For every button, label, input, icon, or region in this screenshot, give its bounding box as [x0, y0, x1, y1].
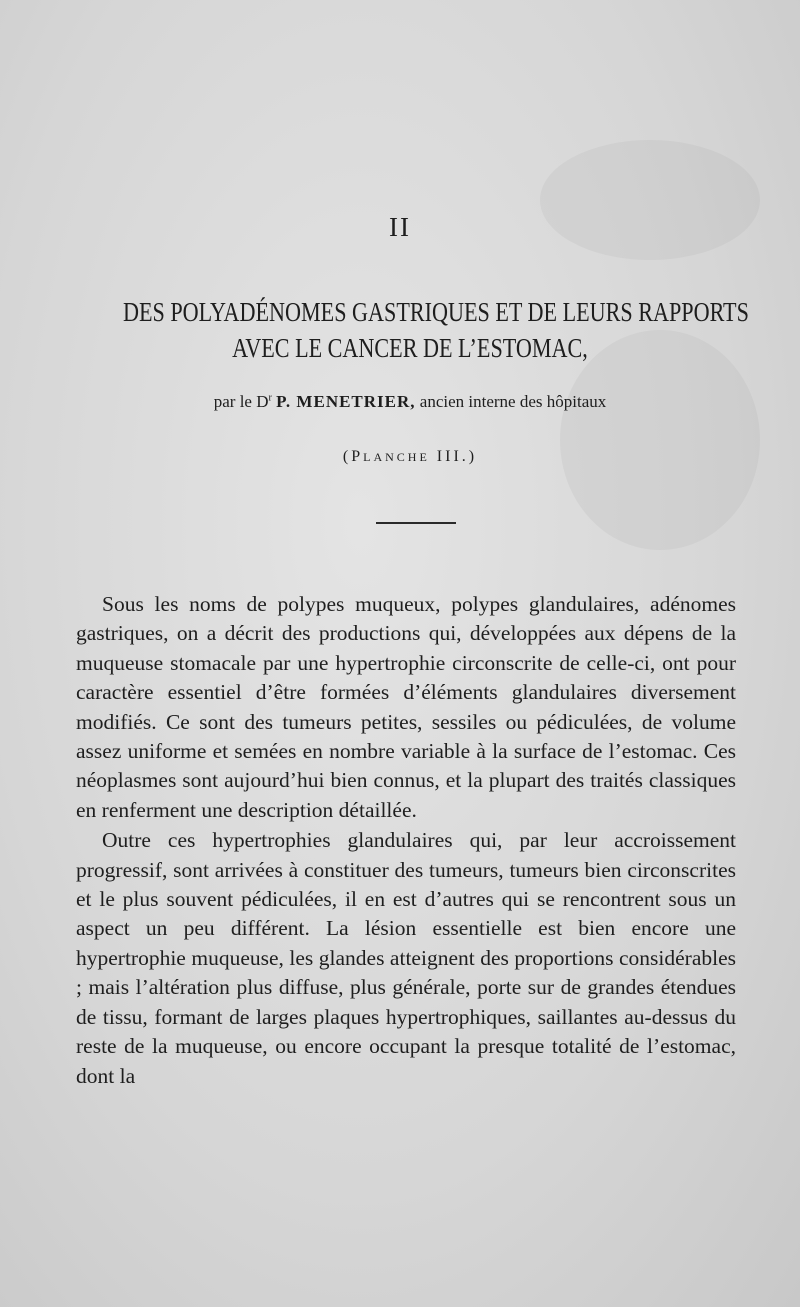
title-line-1: DES POLYADÉNOMES GASTRIQUES ET DE LEURS RAPPORTS: [123, 297, 749, 327]
paragraph: Outre ces hypertrophies glandulaires qui, par leur accroissement progressif, sont arrivées à constituer des tumeurs, tumeurs bien circonscrites et le plus souvent pédiculées, il en est d’autres qui se rencontrent sous un aspect un peu différent. La lésion essentielle est bien encore une hypertrophie muqueuse, les glandes atteignent des proportions considérables ; mais l’altération plus diffuse, plus générale, porte sur de grandes étendues de tissu, formant de larges plaques hypertrophiques, saillantes au-dessus du reste de la muqueuse, ou encore occupant la presque totalité de l’estomac, dont la: [76, 828, 736, 1088]
author-line: [0, 392, 800, 412]
title-line-2: AVEC LE CANCER DE L’ESTOMAC,: [232, 333, 588, 363]
author-suffix: ancien interne des hôpitaux: [419, 392, 607, 411]
body-text: [76, 590, 736, 1091]
plate-open: (P: [342, 448, 364, 465]
plate-reference: [0, 448, 800, 466]
author-name: P. MENETRIER,: [276, 392, 416, 411]
plate-smallcaps: LANCHE: [363, 450, 430, 464]
section-divider: [376, 522, 456, 524]
author-prefix-sup: r: [268, 392, 272, 404]
paragraph: Sous les noms de polypes muqueux, polypes glandulaires, adénomes gastriques, on a décrit des productions qui, développées aux dépens de la muqueuse stomacale par une hypertrophie circonscrite de celle-ci, ont pour caractère essentiel d’être formées d’éléments glandulaires diversement modifiés. Ce sont des tumeurs petites, sessiles ou pédiculées, de volume assez uniforme et semées en nombre variable à la surface de l’estomac. Ces néoplasmes sont aujourd’hui bien connus, et la plupart des traités classiques en renferment une description détaillée.: [76, 592, 736, 822]
chapter-number: II: [389, 212, 411, 242]
author-prefix: par le D: [213, 392, 269, 411]
plate-number: III.): [436, 448, 478, 465]
chapter-title: [123, 294, 749, 366]
